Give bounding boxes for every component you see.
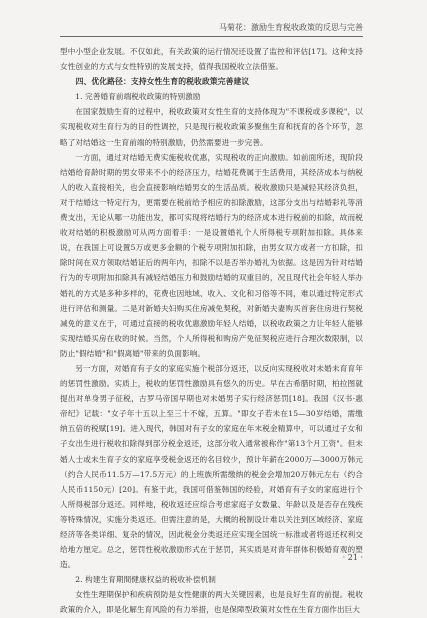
- paragraph: 另一方面，对婚育有子女的家庭实施个税部分返还，以反向实现税收对未婚未育育年的惩罚性激励。实质上，税收的惩罚性激励具有悠久的历史。早在古希腊时期，柏拉图就提出对单身男子征税，古罗马帝国早期也对未婚男子实行经济惩罚[18]。我国《汉书·惠帝纪》记载："女子年十五以上至三十不嫁，五算。"即女子若未在15—30岁结婚，需缴纳五倍的税赋[19]。进入现代，韩国对有子女的家庭在年末税金精算中，可以通过子女和子女出生进行税收扣除得到部分税金返还，这部分收入通常被称作"第13个月工资"。但未婚人士或未生育子女的家庭享受税金返还的名目较少，预计年薪在2000万—3000万韩元（约合人民币11.5万—17.5万元）的上班族所需缴纳的税金会增加20万韩元左右（约合人民币1150元）[20]。有鉴于此，我国可借鉴韩国的经验，对婚育有子女的家庭进行个人所得税部分返还。同样地，税收返还应综合考虑家庭子女数量、年龄以及是否存在残疾等特殊情况，实施分类返还。但需注意的是，大概的税制设计难以关注到区域经济、家庭经济等各类详细、复杂的情况，因此税金分类返还应实现全国统一标准或者将返还权利交给地方厘定。总之，惩罚性税收激励形式在于惩罚，其实质是对青年群体积极婚育观的塑造。: [60, 363, 363, 570]
- paragraph: 在国家鼓励生育的过程中，税收政策对女性生育的支持体现为"不课税或多课税"，以实现税收对生育行为的目的性调控，只是现行税收政策多聚焦生育和抚育的各个环节，忽略了对结婚这一生育前端的特别激励，仍然需要进一步完善。: [60, 107, 363, 147]
- subsection-heading: 2. 构建生育期間健康权益的税收补偿机制: [75, 575, 216, 585]
- paragraph: 型中小型企业发展。不仅如此，有关政策的运行情况还设置了监控和评估[17]。这种支持女性创业的方式与女性特别的发展支持，值得我国税收立法借鉴。: [60, 47, 363, 72]
- paragraph: 一方面，通过对结婚无费实施税收优惠，实现税收的正向激励。如前面所述，现阶段结婚给育龄时期的男女带来不小的经济压力，结婚花费属于生活费用，其经济成本与纳税人的收入直接相关，也会直接影响结婚男女的生活品质。税收激励只是减轻其经济负担，对于结婚这一特定行为，更需要在税前给予相应的扣除激励，这部分支出与结婚彩礼等消费支出，无论从哪一功能出发，都可实现将结婚行为的经济成本进行税前的扣除，故而税收对结婚的积极激励可从两方面着手：一是设置婚礼个人所得税专项附加扣除。具体来说，在我国上可设置5万或更多金额的个税专项附加扣除，由男女双方或者一方扣除，扣除时间在双方领取结婚证后的两年内，扣除不以是否举办婚礼为依据。这是因为针对结婚行为的专项附加扣除具有减轻结婚压力和鼓励结婚的双重目的，况且现代社会年轻人举办婚礼的方式是多种多样的，花费也因地域、收入、文化和习俗等不同，难以通过特定形式进行评估和测量。二是对新婚夫妇购买住房减免契税，对新婚夫妻购买首套住房进行契税减免的意义在于，可通过直接的税收优惠激励年轻人结婚，以税收政策之力让年轻人能够实现结婚买房在收的时候。当然，个人所得税和购房产免征契税应进行合理次数限制，以防止"假结婚"和"假离婚"带来的负面影响。: [60, 152, 363, 358]
- running-header: 马菊花：激励生育税收政策的反思与完善: [60, 22, 363, 37]
- paragraph: 女性生理期保护和疾病预防是女性健康的两大关键因素，也是良好生育的前提。税收政策的介入，即是化解生育风险的有力举措，也是保障型政策对女性在生育方面作出巨大: [60, 590, 363, 615]
- article-body: [60, 44, 363, 618]
- subsection-heading: 1. 完善婚育前端税收政策的特别激励: [75, 92, 201, 102]
- section-heading: 四、优化路径：支持女性生育的税收政策完善建议: [75, 77, 250, 87]
- page-number: · 21 ·: [342, 553, 363, 562]
